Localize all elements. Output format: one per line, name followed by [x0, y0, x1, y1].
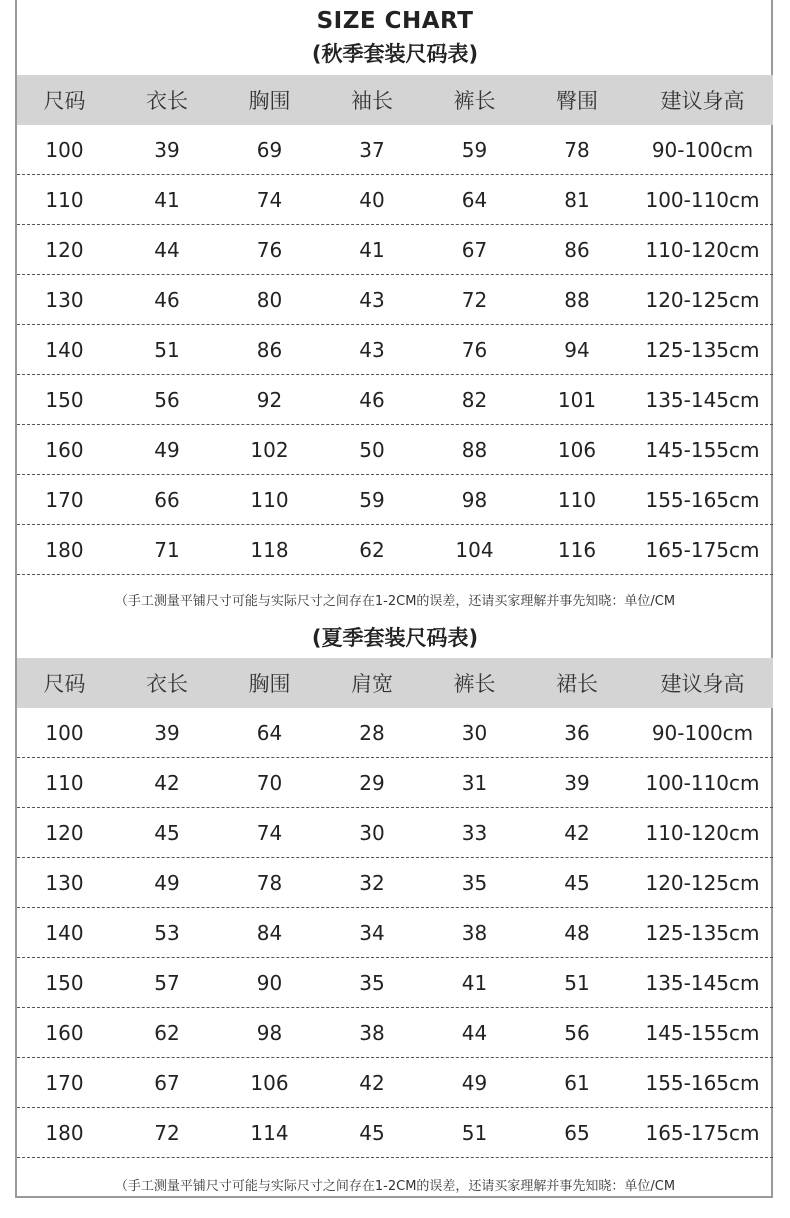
column-header: 裤长: [453, 89, 496, 113]
table-cell: 100: [45, 720, 84, 745]
table-row: [17, 708, 773, 758]
table-cell: 86: [256, 337, 283, 362]
column-header: 建议身高: [660, 672, 745, 696]
table-cell: 100: [45, 137, 84, 162]
summer-size-table: [17, 658, 773, 1158]
table-cell: 110: [250, 487, 289, 512]
table-cell: 110-120cm: [645, 820, 760, 845]
table-cell: 125-135cm: [645, 920, 760, 945]
table-cell: 170: [45, 1070, 84, 1095]
table-cell: 118: [250, 537, 289, 562]
table-cell: 62: [154, 1020, 180, 1045]
column-header: 裙长: [556, 672, 598, 696]
table-cell: 64: [461, 187, 488, 212]
table-cell: 45: [359, 1120, 385, 1145]
table-cell: 74: [256, 187, 283, 212]
table-cell: 150: [45, 970, 84, 995]
table-cell: 110-120cm: [645, 237, 760, 262]
table-cell: 120: [45, 820, 84, 845]
column-header: 尺码: [43, 89, 86, 113]
table-cell: 42: [564, 820, 590, 845]
table-cell: 170: [45, 487, 84, 512]
table-cell: 44: [154, 237, 180, 262]
table-cell: 39: [154, 137, 180, 162]
table-cell: 130: [45, 870, 84, 895]
table-cell: 51: [154, 337, 180, 362]
table-cell: 155-165cm: [645, 1070, 760, 1095]
column-header: 裤长: [453, 672, 496, 696]
table-cell: 74: [256, 820, 283, 845]
table-cell: 30: [359, 820, 385, 845]
table-row: [17, 525, 773, 575]
table-cell: 104: [455, 537, 494, 562]
table-cell: 49: [461, 1070, 488, 1095]
table-cell: 140: [45, 337, 84, 362]
table-cell: 59: [359, 487, 385, 512]
table-cell: 67: [154, 1070, 180, 1095]
table-cell: 155-165cm: [645, 487, 760, 512]
table-row: [17, 475, 773, 525]
table-cell: 42: [359, 1070, 385, 1095]
table-cell: 40: [359, 187, 385, 212]
table-row: [17, 425, 773, 475]
table-cell: 49: [154, 437, 180, 462]
table-cell: 106: [250, 1070, 289, 1095]
table-cell: 43: [359, 337, 385, 362]
table-cell: 84: [256, 920, 283, 945]
table-header-row: [17, 75, 773, 125]
table-cell: 130: [45, 287, 84, 312]
table-row: [17, 908, 773, 958]
table-cell: 78: [256, 870, 283, 895]
table-cell: 31: [461, 770, 488, 795]
table-cell: 67: [461, 237, 488, 262]
column-header: 衣长: [146, 672, 188, 696]
table-cell: 59: [461, 137, 488, 162]
table-cell: 64: [256, 720, 283, 745]
table-cell: 28: [359, 720, 385, 745]
table-cell: 36: [564, 720, 590, 745]
table-cell: 76: [256, 237, 283, 262]
table-row: [17, 375, 773, 425]
table-row: [17, 958, 773, 1008]
table-cell: 100-110cm: [645, 770, 760, 795]
table-cell: 48: [564, 920, 590, 945]
table-cell: 51: [564, 970, 590, 995]
table-cell: 45: [564, 870, 590, 895]
measurement-note: （手工测量平铺尺寸可能与实际尺寸之间存在1-2CM的误差，还请买家理解并事先知晓：单位/CM: [114, 594, 676, 609]
table-cell: 92: [256, 387, 283, 412]
table-cell: 165-175cm: [645, 1120, 760, 1145]
table-row: [17, 1058, 773, 1108]
table-cell: 88: [461, 437, 488, 462]
column-header: 袖长: [351, 89, 393, 113]
table-cell: 78: [564, 137, 590, 162]
column-header: 尺码: [43, 672, 86, 696]
table-cell: 165-175cm: [645, 537, 760, 562]
table-cell: 42: [154, 770, 180, 795]
table-cell: 86: [564, 237, 590, 262]
table-cell: 57: [154, 970, 180, 995]
table-cell: 66: [154, 487, 180, 512]
table-cell: 51: [461, 1120, 488, 1145]
table-cell: 98: [461, 487, 488, 512]
table-cell: 110: [557, 487, 597, 512]
table-cell: 49: [154, 870, 180, 895]
table-cell: 90-100cm: [651, 137, 754, 162]
table-cell: 53: [154, 920, 180, 945]
table-cell: 81: [564, 187, 590, 212]
table-row: [17, 808, 773, 858]
table-cell: 32: [359, 870, 385, 895]
table-row: [17, 758, 773, 808]
table-cell: 102: [250, 437, 289, 462]
table-row: [17, 1108, 773, 1158]
table-header-row: [17, 658, 773, 708]
table-cell: 39: [154, 720, 180, 745]
table-cell: 72: [461, 287, 488, 312]
column-header: 建议身高: [660, 89, 745, 113]
table-cell: 88: [564, 287, 590, 312]
table-cell: 65: [564, 1120, 590, 1145]
table-cell: 98: [256, 1020, 283, 1045]
column-header: 臀围: [556, 89, 598, 113]
column-header: 胸围: [248, 672, 291, 696]
table-cell: 94: [564, 337, 590, 362]
table-row: [17, 858, 773, 908]
table-cell: 56: [564, 1020, 590, 1045]
table-cell: 62: [359, 537, 385, 562]
table-cell: 39: [564, 770, 590, 795]
table-cell: 46: [359, 387, 385, 412]
table-cell: 106: [557, 437, 597, 462]
table-cell: 38: [359, 1020, 385, 1045]
table-cell: 71: [154, 537, 180, 562]
table-cell: 76: [461, 337, 488, 362]
table-cell: 35: [359, 970, 385, 995]
table-cell: 120-125cm: [645, 870, 760, 895]
autumn-table-subtitle: (秋季套装尺码表): [311, 42, 479, 66]
table-cell: 50: [359, 437, 385, 462]
table-cell: 160: [45, 1020, 84, 1045]
table-cell: 180: [45, 1120, 84, 1145]
table-cell: 90-100cm: [651, 720, 754, 745]
table-cell: 145-155cm: [645, 437, 760, 462]
table-cell: 69: [256, 137, 283, 162]
table-cell: 125-135cm: [645, 337, 760, 362]
column-header: 肩宽: [351, 672, 393, 696]
table-cell: 38: [461, 920, 488, 945]
table-cell: 33: [461, 820, 488, 845]
table-cell: 43: [359, 287, 385, 312]
table-row: [17, 1008, 773, 1058]
table-cell: 116: [557, 537, 597, 562]
table-cell: 90: [256, 970, 283, 995]
table-cell: 61: [564, 1070, 590, 1095]
table-cell: 80: [256, 287, 283, 312]
autumn-size-table: [17, 75, 773, 575]
page-title: SIZE CHART: [316, 8, 474, 34]
table-cell: 41: [359, 237, 385, 262]
table-cell: 46: [154, 287, 180, 312]
table-cell: 160: [45, 437, 84, 462]
summer-table-subtitle: (夏季套装尺码表): [311, 626, 479, 650]
table-cell: 29: [359, 770, 385, 795]
table-cell: 110: [45, 770, 84, 795]
table-cell: 45: [154, 820, 180, 845]
column-header: 胸围: [248, 89, 291, 113]
table-cell: 180: [45, 537, 84, 562]
table-cell: 135-145cm: [645, 970, 760, 995]
measurement-note: （手工测量平铺尺寸可能与实际尺寸之间存在1-2CM的误差，还请买家理解并事先知晓：单位/CM: [114, 1179, 676, 1194]
table-cell: 30: [461, 720, 488, 745]
table-row: [17, 325, 773, 375]
table-row: [17, 275, 773, 325]
table-cell: 100-110cm: [645, 187, 760, 212]
table-cell: 135-145cm: [645, 387, 760, 412]
table-cell: 72: [154, 1120, 180, 1145]
table-cell: 35: [461, 870, 488, 895]
column-header: 衣长: [146, 89, 188, 113]
table-cell: 70: [256, 770, 283, 795]
table-cell: 37: [359, 137, 385, 162]
table-cell: 34: [359, 920, 385, 945]
table-cell: 44: [461, 1020, 488, 1045]
table-row: [17, 125, 773, 175]
table-row: [17, 225, 773, 275]
table-cell: 114: [250, 1120, 289, 1145]
table-cell: 110: [45, 187, 84, 212]
table-cell: 41: [154, 187, 180, 212]
table-cell: 120: [45, 237, 84, 262]
table-row: [17, 175, 773, 225]
table-cell: 120-125cm: [645, 287, 760, 312]
table-cell: 145-155cm: [645, 1020, 760, 1045]
table-cell: 150: [45, 387, 84, 412]
table-cell: 82: [461, 387, 488, 412]
table-cell: 41: [461, 970, 488, 995]
table-cell: 101: [557, 387, 597, 412]
table-cell: 56: [154, 387, 180, 412]
table-cell: 140: [45, 920, 84, 945]
